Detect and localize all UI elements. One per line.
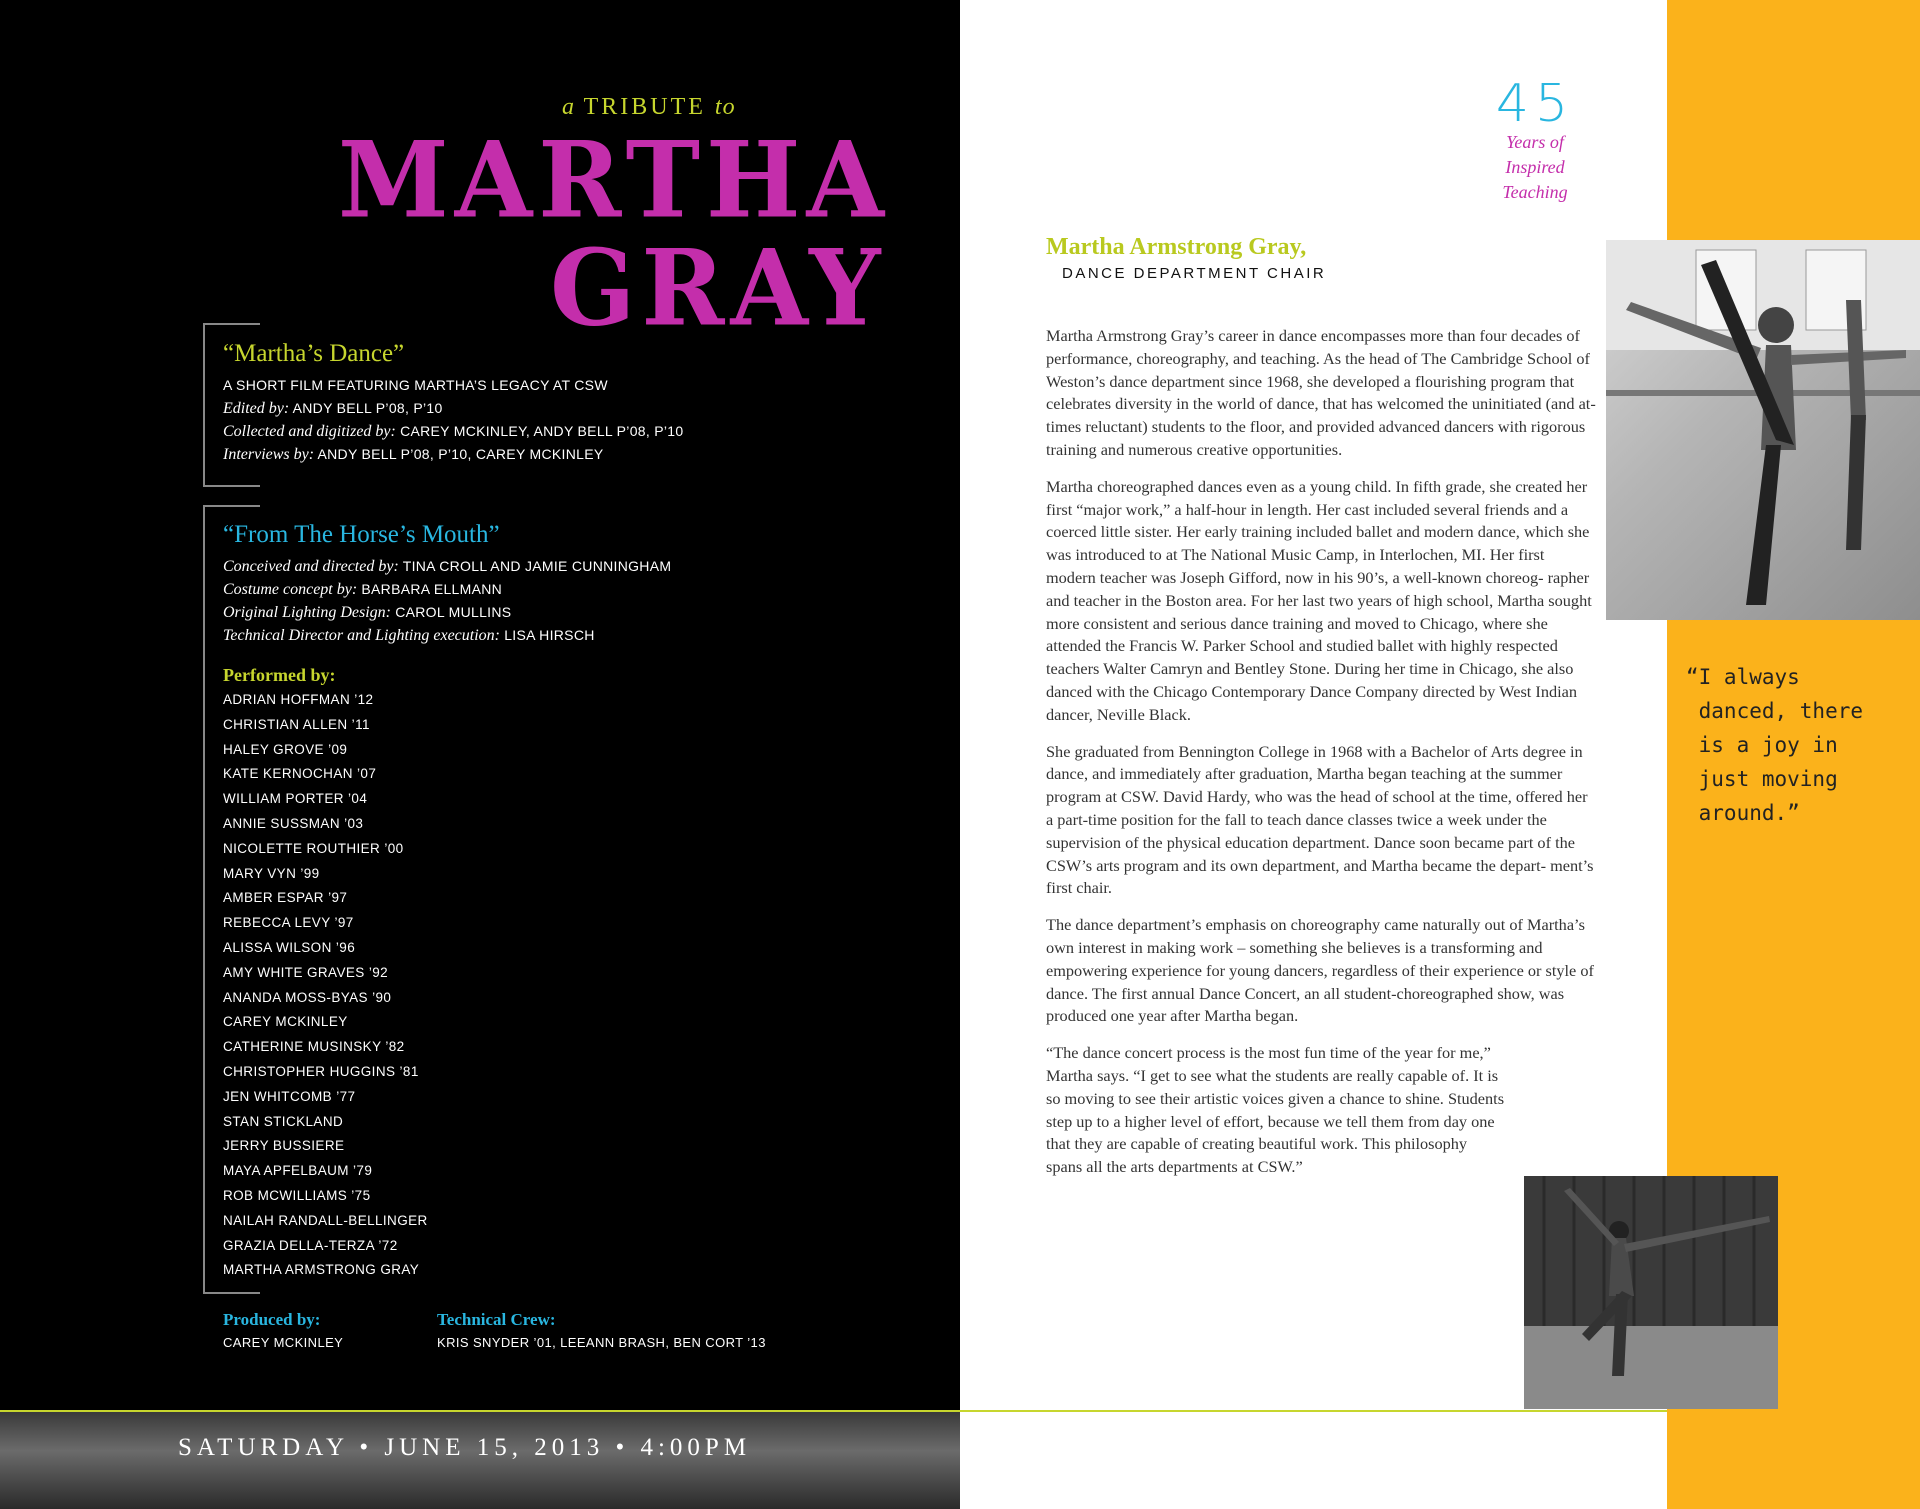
film-credit: Interviews by: ANDY BELL P’08, P’10, CAREY MCKINLEY	[223, 446, 604, 463]
badge-line: Teaching	[1502, 182, 1568, 202]
performer: MARTHA ARMSTRONG GRAY	[223, 1262, 420, 1278]
technical-crew-value: KRIS SNYDER ’01, LEEANN BRASH, BEN CORT ’13	[437, 1335, 766, 1350]
performer: CHRISTIAN ALLEN ’11	[223, 716, 370, 732]
quote-line: just moving	[1686, 767, 1838, 791]
bio-paragraph: Martha Armstrong Gray’s career in dance encompasses more than four decades of performance, choreography, and teaching. As the head of The Cambridge School of Weston’s dance department since 1968, she developed a flourishing program that celebrates diversity in the world of dance, that has welcomed the uninitiated (and at-times reluctant) students to the floor, and provided advanced dancers with rigorous training and numerous creative opportunities.	[1046, 326, 1596, 459]
produced-by-value: CAREY MCKINLEY	[223, 1335, 344, 1350]
horse-credit: Costume concept by: BARBARA ELLMANN	[223, 581, 503, 598]
performer: ALISSA WILSON ’96	[223, 939, 356, 955]
horse-credit: Conceived and directed by: TINA CROLL AND JAMIE CUNNINGHAM	[223, 558, 672, 575]
quote-line: danced, there	[1686, 699, 1864, 723]
bio-paragraph: She graduated from Bennington College in 1968 with a Bachelor of Arts degree in dance, and immediately after graduation, Martha began teaching at the summer program at CSW. David Hardy, who was the head of school at the time, offered her a part-time position for the fall to teach dance classes twice a week under the supervision of the physical education department. Dance soon became part of the CSW’s arts program and its own department, and Martha became the depart- ment’s first chair.	[1046, 741, 1594, 898]
event-date: SATURDAY • JUNE 15, 2013 • 4:00PM	[178, 1434, 752, 1461]
bio-paragraph: Martha choreographed dances even as a young child. In fifth grade, she created her first “major work,” a half-hour in length. Her cast included several friends and a coerced little sister. Her early training included ballet and modern dance, which she was introduced to at The National Music Camp, in Interlochen, MI. Her first modern teacher was Joseph Gifford, now in his 90’s, a well-known choreog- rapher and teacher in the Boston area. For her last two years of high school, Martha sought more consistent and serious dance training and moved to Chicago, where she attended the Francis W. Parker School and studied ballet with highly respected teachers Walter Camryn and Bentley Stone. During her time in Chicago, she also danced with the Chicago Contemporary Dance Company directed by West Indian dancer, Neville Black.	[1046, 476, 1592, 724]
anniversary-badge	[1480, 74, 1590, 205]
performer: JEN WHITCOMB ’77	[223, 1088, 356, 1104]
bio-name: Martha Armstrong Gray,	[1046, 234, 1307, 260]
dancer-photo-studio	[1606, 240, 1920, 620]
performers-list	[223, 692, 671, 1287]
technical-crew	[437, 1310, 766, 1350]
performer: AMY WHITE GRAVES ’92	[223, 964, 389, 980]
title-martha: MARTHA	[338, 118, 891, 242]
performer: NICOLETTE ROUTHIER ’00	[223, 840, 404, 856]
performer: STAN STICKLAND	[223, 1113, 344, 1129]
horse-credit: Technical Director and Lighting execution: LISA HIRSCH	[223, 627, 595, 644]
performer: AMBER ESPAR ’97	[223, 890, 348, 906]
performer: ROB MCWILLIAMS ’75	[223, 1187, 371, 1203]
badge-line: Inspired	[1505, 157, 1565, 177]
performer: HALEY GROVE ’09	[223, 741, 348, 757]
film-credit: Edited by: ANDY BELL P’08, P’10	[223, 400, 443, 417]
performer: JERRY BUSSIERE	[223, 1138, 345, 1154]
bio-body	[1046, 325, 1596, 1193]
film-title: “Martha’s Dance”	[223, 340, 405, 367]
performer: CHRISTOPHER HUGGINS ’81	[223, 1063, 419, 1079]
performer: GRAZIA DELLA-TERZA ’72	[223, 1237, 398, 1253]
bio-role: DANCE DEPARTMENT CHAIR	[1062, 265, 1327, 282]
performer: WILLIAM PORTER ’04	[223, 791, 368, 807]
quote-line: around.”	[1686, 801, 1800, 825]
film-section	[223, 340, 683, 466]
horse-title: “From The Horse’s Mouth”	[223, 521, 500, 548]
produced-by	[223, 1310, 343, 1350]
quote-line: “I always	[1686, 665, 1800, 689]
pretitle-to: to	[714, 94, 736, 120]
performer: MARY VYN ’99	[223, 865, 320, 881]
bio-paragraph: “The dance concert process is the most fun time of the year for me,” Martha says. “I get to see what the students are really capable of. It is so moving to see their artistic voices given a chance to shine. Students step up to a higher level of effort, because we tell them from day one that they are capable of creating beautiful work. This philosophy spans all the arts departments at CSW.”	[1046, 1043, 1505, 1177]
performer: CAREY MCKINLEY	[223, 1014, 348, 1030]
performer: ANNIE SUSSMAN ’03	[223, 815, 364, 831]
pretitle-a: a	[562, 94, 575, 120]
divider-line	[0, 1410, 1667, 1412]
performer: NAILAH RANDALL-BELLINGER	[223, 1212, 428, 1228]
title-gray: GRAY	[550, 226, 887, 350]
performer: ADRIAN HOFFMAN ’12	[223, 692, 374, 707]
performer: MAYA APFELBAUM ’79	[223, 1163, 373, 1179]
film-credit: Collected and digitized by: CAREY MCKINLEY, ANDY BELL P’08, P’10	[223, 423, 684, 440]
produced-by-label: Produced by:	[223, 1310, 321, 1329]
quote-line: is a joy in	[1686, 733, 1838, 757]
film-subtitle: A SHORT FILM FEATURING MARTHA’S LEGACY AT CSW	[223, 377, 608, 393]
bio-paragraph: The dance department’s emphasis on choreography came naturally out of Martha’s own interest in making work – something she believes is a transforming and empowering experience for young dancers, regardless of their experience or style of dance. The first annual Dance Concert, an all student-choreographed show, was produced one year after Martha began.	[1046, 915, 1594, 1026]
tribute-pretitle	[562, 94, 736, 121]
performer: REBECCA LEVY ’97	[223, 915, 354, 931]
performer: ANANDA MOSS-BYAS ’90	[223, 989, 392, 1005]
technical-crew-label: Technical Crew:	[437, 1310, 556, 1329]
horse-credit: Original Lighting Design: CAROL MULLINS	[223, 604, 512, 621]
pull-quote	[1686, 660, 1863, 830]
horse-section	[223, 521, 671, 1287]
dancer-photo-stage	[1524, 1176, 1778, 1409]
badge-number: 45	[1495, 74, 1575, 134]
performer: CATHERINE MUSINSKY ’82	[223, 1039, 405, 1055]
badge-line: Years of	[1506, 132, 1564, 152]
performed-by-heading: Performed by:	[223, 665, 336, 685]
pretitle-main: TRIBUTE	[583, 94, 706, 120]
performer: KATE KERNOCHAN ’07	[223, 766, 377, 782]
